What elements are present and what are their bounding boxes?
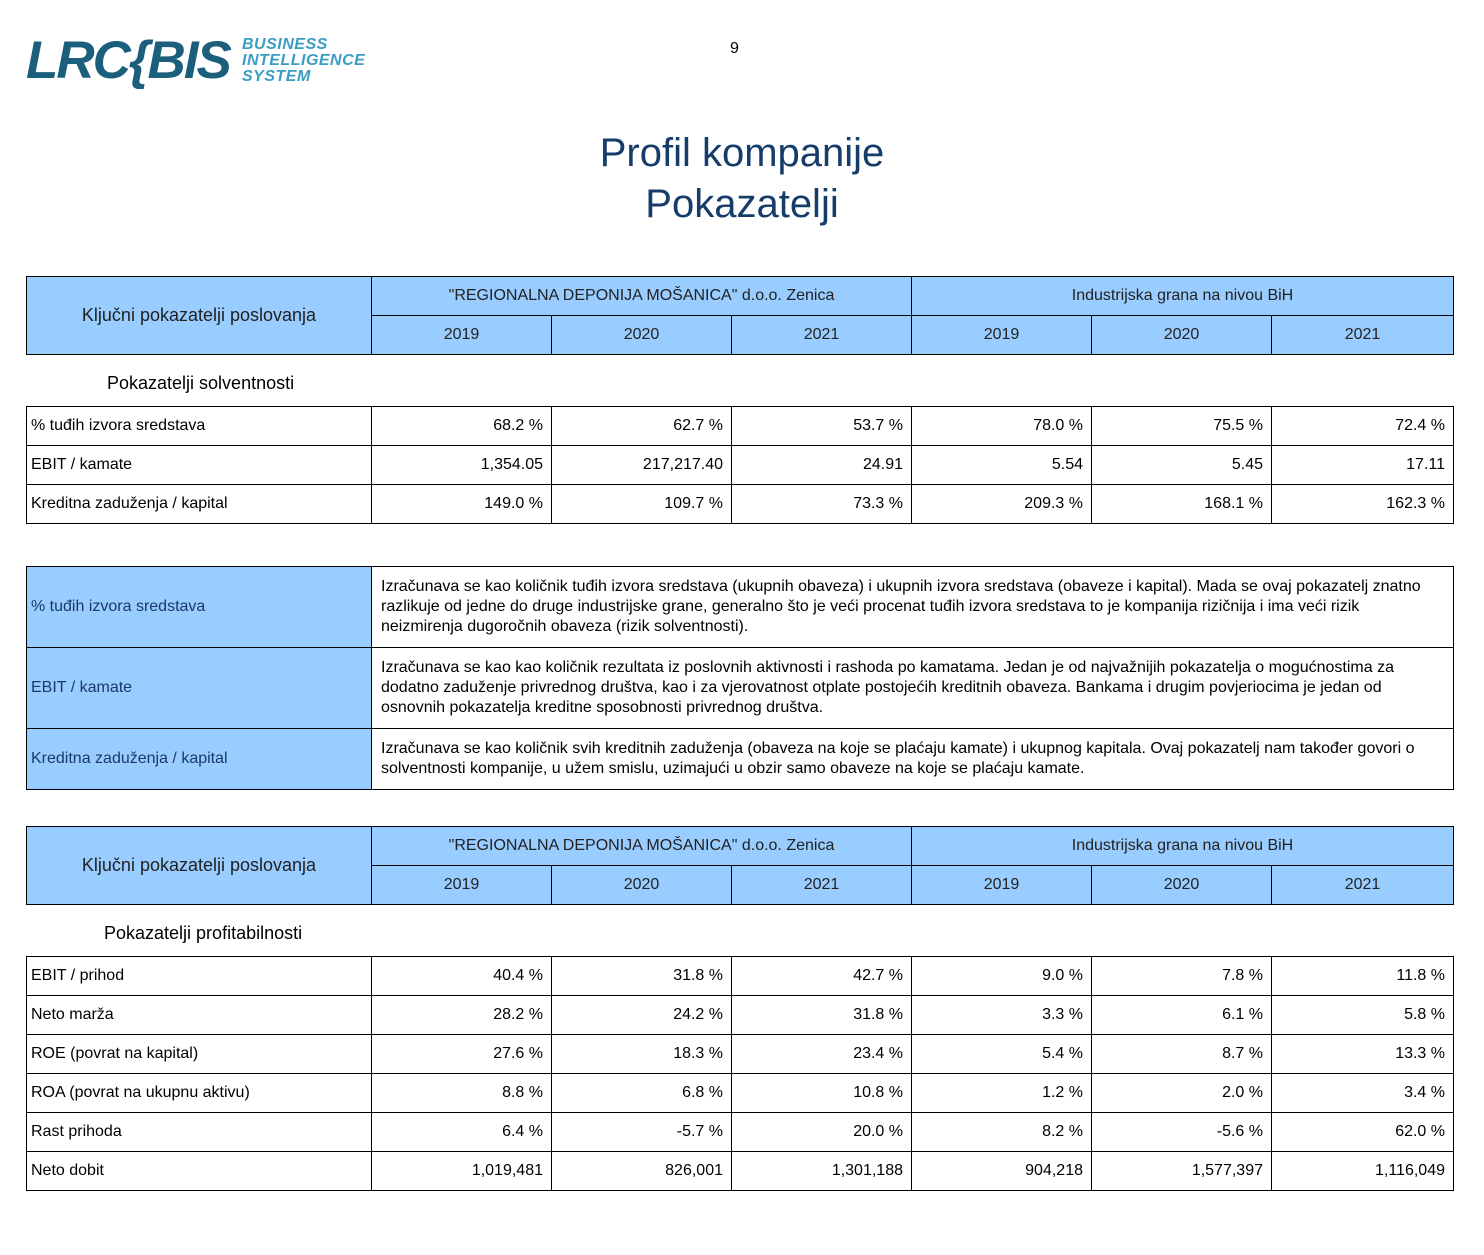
value-cell: 8.2 % bbox=[912, 1113, 1092, 1152]
value-cell: 826,001 bbox=[552, 1152, 732, 1191]
row-label: EBIT / kamate bbox=[27, 446, 372, 485]
row-label: ROA (povrat na ukupnu aktivu) bbox=[27, 1074, 372, 1113]
year-header: 2021 bbox=[732, 316, 912, 355]
year-header: 2021 bbox=[732, 866, 912, 905]
value-cell: 5.4 % bbox=[912, 1035, 1092, 1074]
value-cell: 168.1 % bbox=[1092, 485, 1272, 524]
value-cell: 6.1 % bbox=[1092, 996, 1272, 1035]
value-cell: 3.4 % bbox=[1272, 1074, 1454, 1113]
table-row bbox=[27, 996, 1454, 1035]
value-cell: 1.2 % bbox=[912, 1074, 1092, 1113]
year-header: 2020 bbox=[1092, 866, 1272, 905]
value-cell: 40.4 % bbox=[372, 957, 552, 996]
value-cell: 149.0 % bbox=[372, 485, 552, 524]
industry-header: Industrijska grana na nivou BiH bbox=[912, 827, 1454, 866]
logo-tagline bbox=[242, 37, 365, 85]
value-cell: 209.3 % bbox=[912, 485, 1092, 524]
value-cell: 53.7 % bbox=[732, 407, 912, 446]
value-cell: 62.7 % bbox=[552, 407, 732, 446]
page-subtitle: Pokazatelji bbox=[645, 182, 839, 226]
description-row bbox=[27, 567, 1454, 648]
value-cell: 8.8 % bbox=[372, 1074, 552, 1113]
value-cell: 24.2 % bbox=[552, 996, 732, 1035]
description-label: EBIT / kamate bbox=[27, 648, 372, 729]
value-cell: 1,116,049 bbox=[1272, 1152, 1454, 1191]
value-cell: 42.7 % bbox=[732, 957, 912, 996]
company-header: "REGIONALNA DEPONIJA MOŠANICA" d.o.o. Zenica bbox=[372, 827, 912, 866]
profitability-section-label: Pokazatelji profitabilnosti bbox=[104, 923, 303, 943]
page-title: Profil kompanije bbox=[599, 131, 885, 175]
value-cell: 5.8 % bbox=[1272, 996, 1454, 1035]
description-text: Izračunava se kao kao količnik rezultata iz poslovnih aktivnosti i rashoda po kamatama. Jedan je od najvažnijih pokazatelja o mogućnostima za dodatno zaduženje privrednog društva, kao i za vjerovatnost otplate postojećih kreditnih obaveza. Bankama i drugim povjeriocima je jedan od osnovnih pokazatelja kreditne sposobnosti privrednog društva. bbox=[372, 648, 1454, 729]
value-cell: 17.11 bbox=[1272, 446, 1454, 485]
solvency-table bbox=[26, 406, 1454, 524]
value-cell: 1,301,188 bbox=[732, 1152, 912, 1191]
row-label: % tuđih izvora sredstava bbox=[27, 407, 372, 446]
table-row bbox=[27, 1074, 1454, 1113]
value-cell: 109.7 % bbox=[552, 485, 732, 524]
logo-tagline-line: SYSTEM bbox=[242, 68, 311, 85]
row-label: EBIT / prihod bbox=[27, 957, 372, 996]
year-header: 2020 bbox=[1092, 316, 1272, 355]
year-header: 2020 bbox=[552, 866, 732, 905]
profitability-table bbox=[26, 956, 1454, 1191]
value-cell: 3.3 % bbox=[912, 996, 1092, 1035]
year-header: 2019 bbox=[912, 316, 1092, 355]
value-cell: 6.8 % bbox=[552, 1074, 732, 1113]
row-label: Kreditna zaduženja / kapital bbox=[27, 485, 372, 524]
value-cell: 62.0 % bbox=[1272, 1113, 1454, 1152]
logo-tagline-line: BUSINESS bbox=[242, 36, 328, 53]
value-cell: 162.3 % bbox=[1272, 485, 1454, 524]
row-label: Neto marža bbox=[27, 996, 372, 1035]
year-header: 2019 bbox=[912, 866, 1092, 905]
year-header: 2019 bbox=[372, 866, 552, 905]
value-cell: 72.4 % bbox=[1272, 407, 1454, 446]
value-cell: 31.8 % bbox=[732, 996, 912, 1035]
value-cell: 28.2 % bbox=[372, 996, 552, 1035]
value-cell: 8.7 % bbox=[1092, 1035, 1272, 1074]
value-cell: 18.3 % bbox=[552, 1035, 732, 1074]
description-row bbox=[27, 729, 1454, 790]
description-text: Izračunava se kao količnik tuđih izvora sredstava (ukupnih obaveza) i ukupnih izvora sredstava (obaveze i kapital). Mada se ovaj pokazatelj znatno razlikuje od jedne do druge industrijske grane, generalno što je veći procenat tuđih izvora sredstava to je kompanija rizičnija i ima veći rizik neizmirenja dugoročnih obaveza (rizik solventnosti). bbox=[372, 567, 1454, 648]
page-number: 9 bbox=[730, 40, 739, 57]
row-label: ROE (povrat na kapital) bbox=[27, 1035, 372, 1074]
row-label: Neto dobit bbox=[27, 1152, 372, 1191]
indicators-header-table bbox=[26, 826, 1454, 905]
value-cell: 24.91 bbox=[732, 446, 912, 485]
description-label: % tuđih izvora sredstava bbox=[27, 567, 372, 648]
year-header: 2019 bbox=[372, 316, 552, 355]
value-cell: 78.0 % bbox=[912, 407, 1092, 446]
logo-wordmark: LRC{BIS bbox=[26, 31, 230, 90]
year-header: 2021 bbox=[1272, 316, 1454, 355]
value-cell: 1,577,397 bbox=[1092, 1152, 1272, 1191]
value-cell: 1,354.05 bbox=[372, 446, 552, 485]
table-row bbox=[27, 407, 1454, 446]
description-label: Kreditna zaduženja / kapital bbox=[27, 729, 372, 790]
value-cell: 5.45 bbox=[1092, 446, 1272, 485]
industry-header: Industrijska grana na nivou BiH bbox=[912, 277, 1454, 316]
value-cell: 9.0 % bbox=[912, 957, 1092, 996]
row-label: Rast prihoda bbox=[27, 1113, 372, 1152]
value-cell: 68.2 % bbox=[372, 407, 552, 446]
value-cell: -5.6 % bbox=[1092, 1113, 1272, 1152]
table-row bbox=[27, 957, 1454, 996]
value-cell: 31.8 % bbox=[552, 957, 732, 996]
table-row bbox=[27, 1113, 1454, 1152]
value-cell: 7.8 % bbox=[1092, 957, 1272, 996]
year-header: 2020 bbox=[552, 316, 732, 355]
value-cell: -5.7 % bbox=[552, 1113, 732, 1152]
table-row bbox=[27, 1152, 1454, 1191]
value-cell: 10.8 % bbox=[732, 1074, 912, 1113]
table-row bbox=[27, 1035, 1454, 1074]
key-indicators-header: Ključni pokazatelji poslovanja bbox=[27, 827, 372, 905]
table-row bbox=[27, 485, 1454, 524]
table-row bbox=[27, 446, 1454, 485]
year-header: 2021 bbox=[1272, 866, 1454, 905]
value-cell: 2.0 % bbox=[1092, 1074, 1272, 1113]
description-row bbox=[27, 648, 1454, 729]
value-cell: 23.4 % bbox=[732, 1035, 912, 1074]
value-cell: 217,217.40 bbox=[552, 446, 732, 485]
value-cell: 11.8 % bbox=[1272, 957, 1454, 996]
value-cell: 6.4 % bbox=[372, 1113, 552, 1152]
key-indicators-header: Ključni pokazatelji poslovanja bbox=[27, 277, 372, 355]
indicator-descriptions-table bbox=[26, 566, 1454, 790]
value-cell: 1,019,481 bbox=[372, 1152, 552, 1191]
logo-tagline-line: INTELLIGENCE bbox=[242, 52, 366, 69]
value-cell: 904,218 bbox=[912, 1152, 1092, 1191]
company-header: "REGIONALNA DEPONIJA MOŠANICA" d.o.o. Zenica bbox=[372, 277, 912, 316]
value-cell: 27.6 % bbox=[372, 1035, 552, 1074]
value-cell: 73.3 % bbox=[732, 485, 912, 524]
indicators-header-table bbox=[26, 276, 1454, 355]
value-cell: 13.3 % bbox=[1272, 1035, 1454, 1074]
solvency-section-label: Pokazatelji solventnosti bbox=[107, 373, 295, 393]
description-text: Izračunava se kao količnik svih kreditnih zaduženja (obaveza na koje se plaćaju kamate) i ukupnog kapitala. Ovaj pokazatelj nam također govori o solventnosti kompanije, u užem smislu, uzimajući u obzir samo obaveze na koje se plaćaju kamate. bbox=[372, 729, 1454, 790]
value-cell: 75.5 % bbox=[1092, 407, 1272, 446]
value-cell: 20.0 % bbox=[732, 1113, 912, 1152]
value-cell: 5.54 bbox=[912, 446, 1092, 485]
